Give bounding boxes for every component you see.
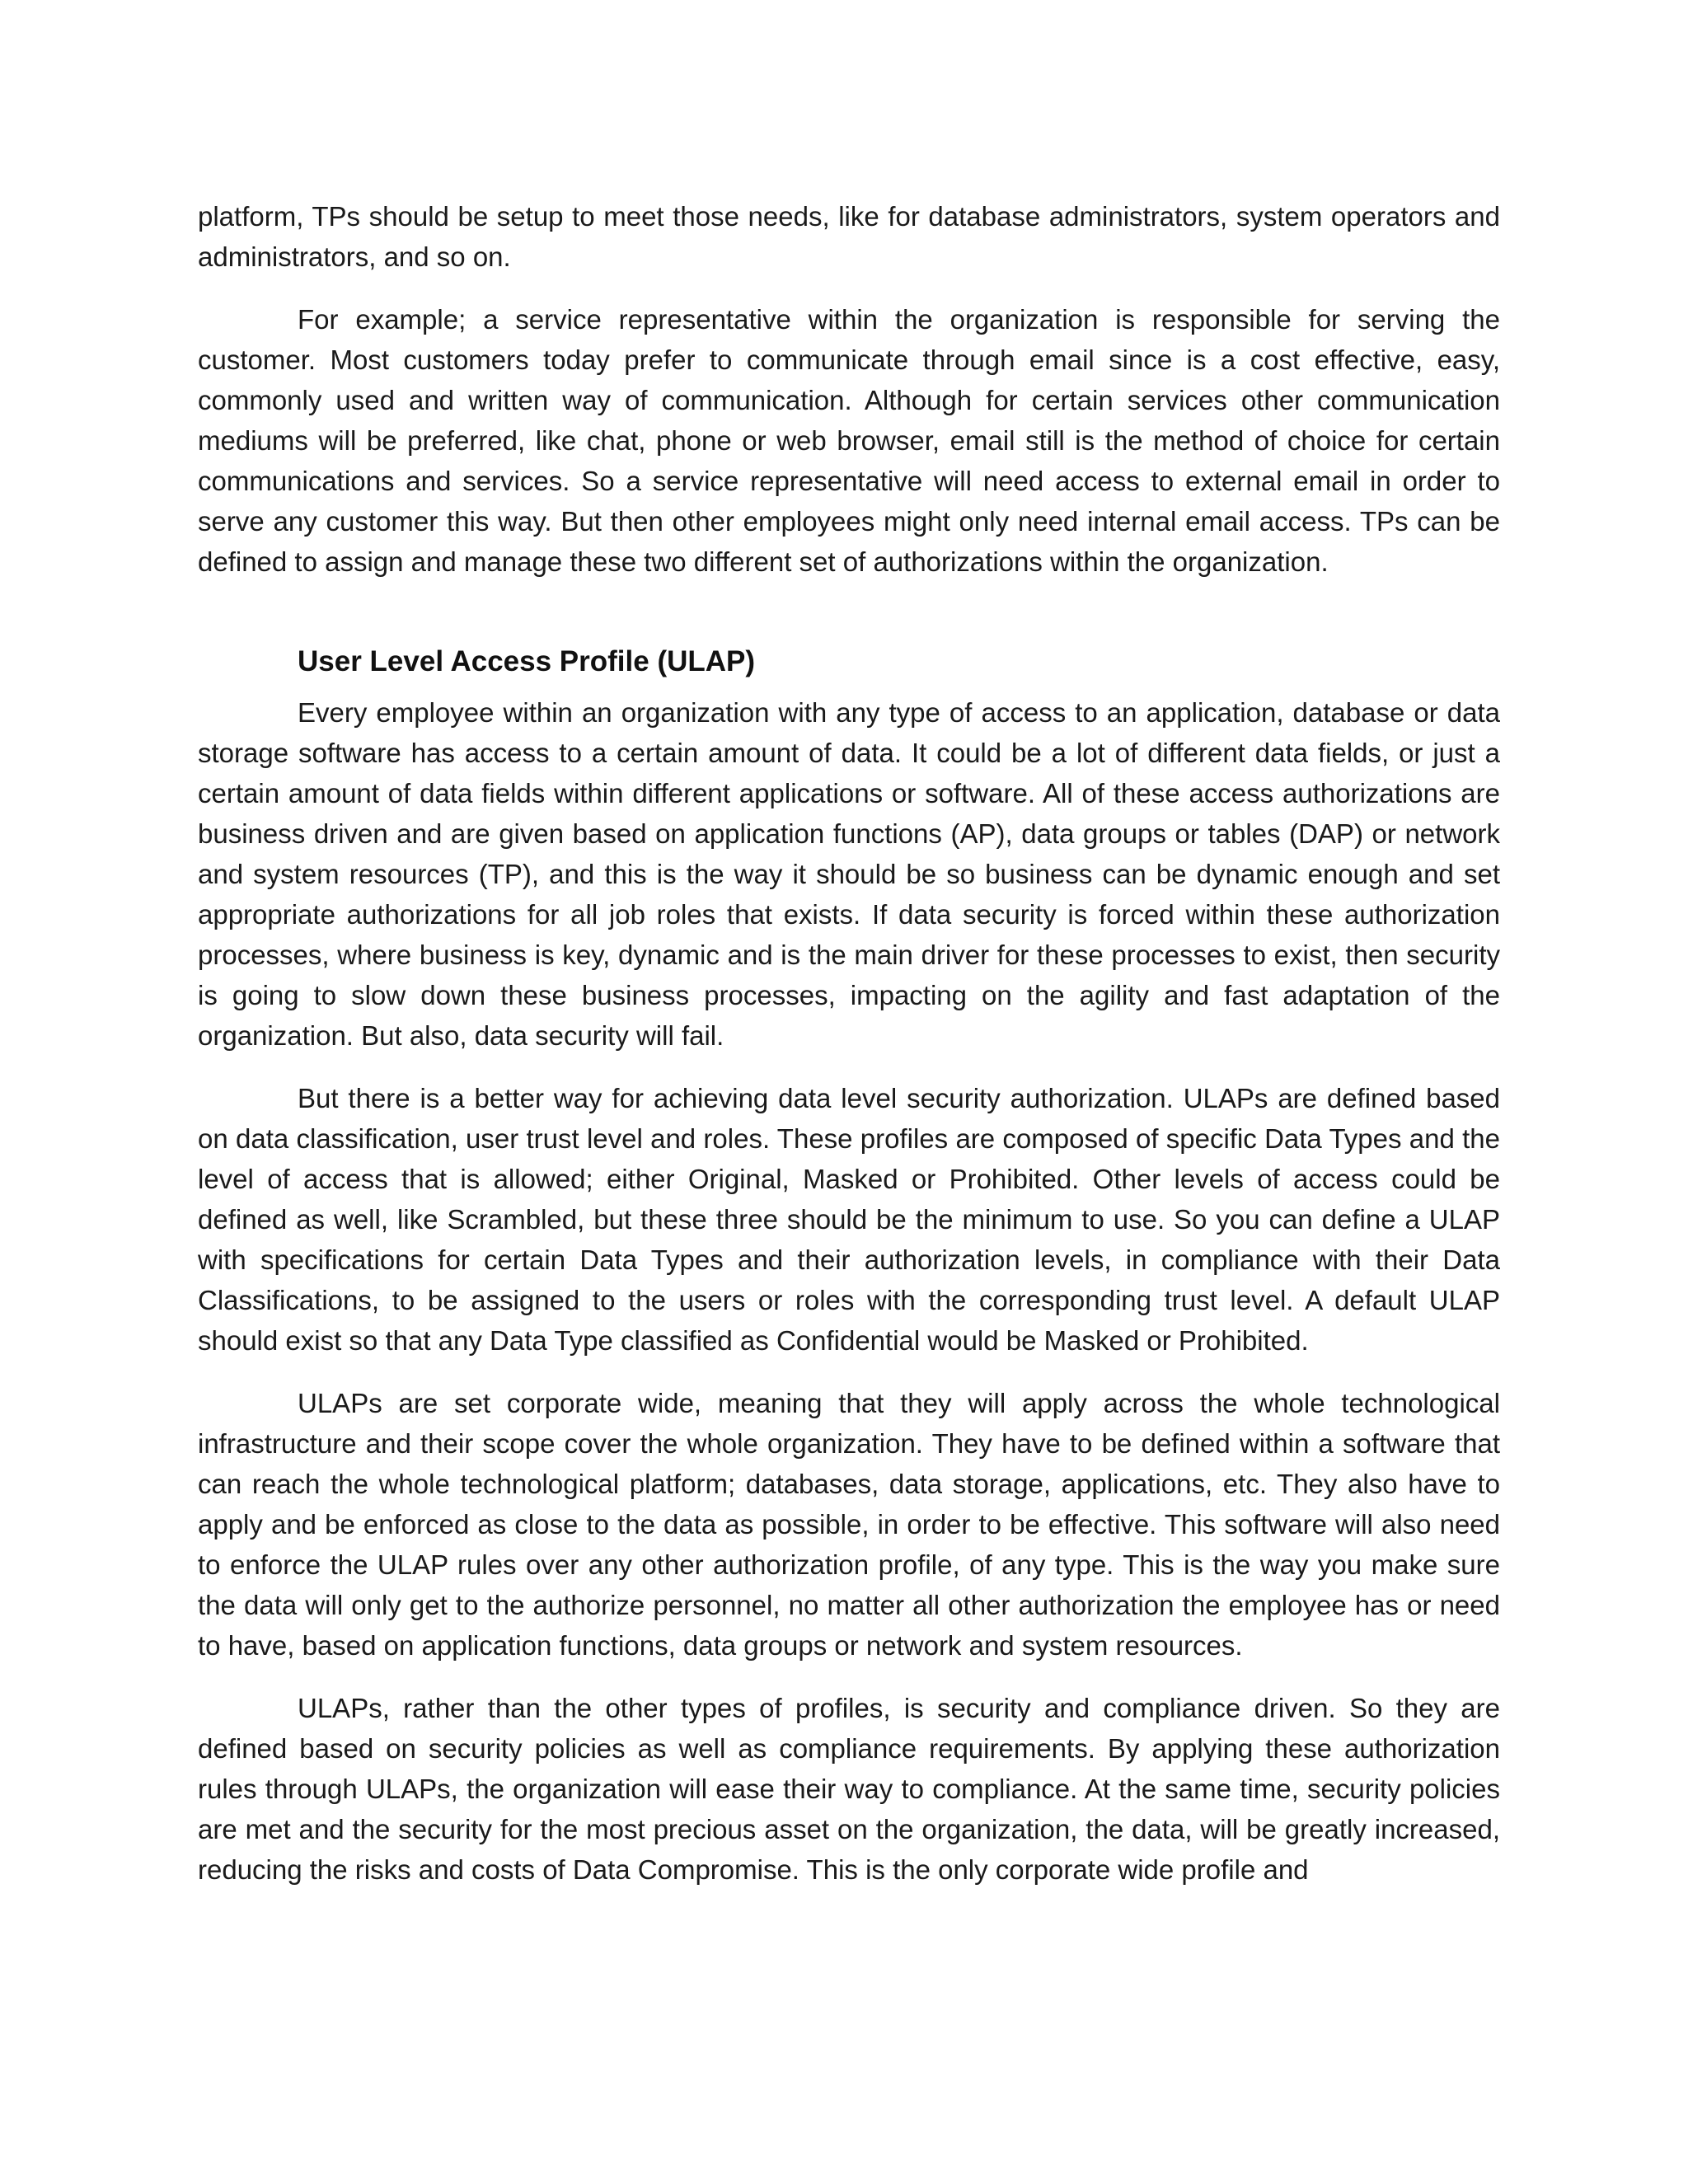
paragraph-ulap-corporate-wide: ULAPs are set corporate wide, meaning that they will apply across the whole technological infrastructure and their scope cover the whole organization. They have to be defined within a software that can reach the whole technological platform; databases, data storage, applications, etc. They also have to apply and be enforced as close to the data as possible, in order to be effective. This software will also need to enforce the ULAP rules over any other authorization profile, of any type. This is the way you make sure the data will only get to the authorize personnel, no matter all other authorization the employee has or need to have, based on application functions, data groups or network and system resources. (198, 1388, 1500, 1661)
paragraph-intro-continuation: platform, TPs should be setup to meet those needs, like for database administrators, system operators and administrators, and so on. (198, 201, 1500, 272)
section-heading-ulap: User Level Access Profile (ULAP) (298, 645, 756, 677)
paragraph-ulap-compliance: ULAPs, rather than the other types of profiles, is security and compliance driven. So they are defined based on security policies as well as compliance requirements. By applying these authorization rules through ULAPs, the organization will ease their way to compliance. At the same time, security policies are met and the security for the most precious asset on the organization, the data, will be greatly increased, reducing the risks and costs of Data Compromise. This is the only corporate wide profile and (198, 1693, 1500, 1885)
paragraph-example: For example; a service representative within the organization is responsible for serving the customer. Most customers today prefer to communicate through email since is a cost effective, easy, commonly used and written way of communication. Although for certain services other communication mediums will be preferred, like chat, phone or web browser, email still is the method of choice for certain communications and services. So a service representative will need access to external email in order to serve any customer this way. But then other employees might only need internal email access. TPs can be defined to assign and manage these two different set of authorizations within the organization. (198, 304, 1500, 577)
paragraph-ulap-better-way: But there is a better way for achieving data level security authorization. ULAPs are defined based on data classification, user trust level and roles. These profiles are composed of specific Data Types and the level of access that is allowed; either Original, Masked or Prohibited. Other levels of access could be defined as well, like Scrambled, but these three should be the minimum to use. So you can define a ULAP with specifications for certain Data Types and their authorization levels, in compliance with their Data Classifications, to be assigned to the users or roles with the corresponding trust level. A default ULAP should exist so that any Data Type classified as Confidential would be Masked or Prohibited. (198, 1083, 1500, 1356)
paragraph-ulap-intro: Every employee within an organization with any type of access to an application, database or data storage software has access to a certain amount of data. It could be a lot of different data fields, or just a certain amount of data fields within different applications or software. All of these access authorizations are business driven and are given based on application functions (AP), data groups or tables (DAP) or network and system resources (TP), and this is the way it should be so business can be dynamic enough and set appropriate authorizations for all job roles that exists. If data security is forced within these authorization processes, where business is key, dynamic and is the main driver for these processes to exist, then security is going to slow down these business processes, impacting on the agility and fast adaptation of the organization. But also, data security will fail. (198, 697, 1500, 1051)
document-page (198, 196, 1500, 1912)
